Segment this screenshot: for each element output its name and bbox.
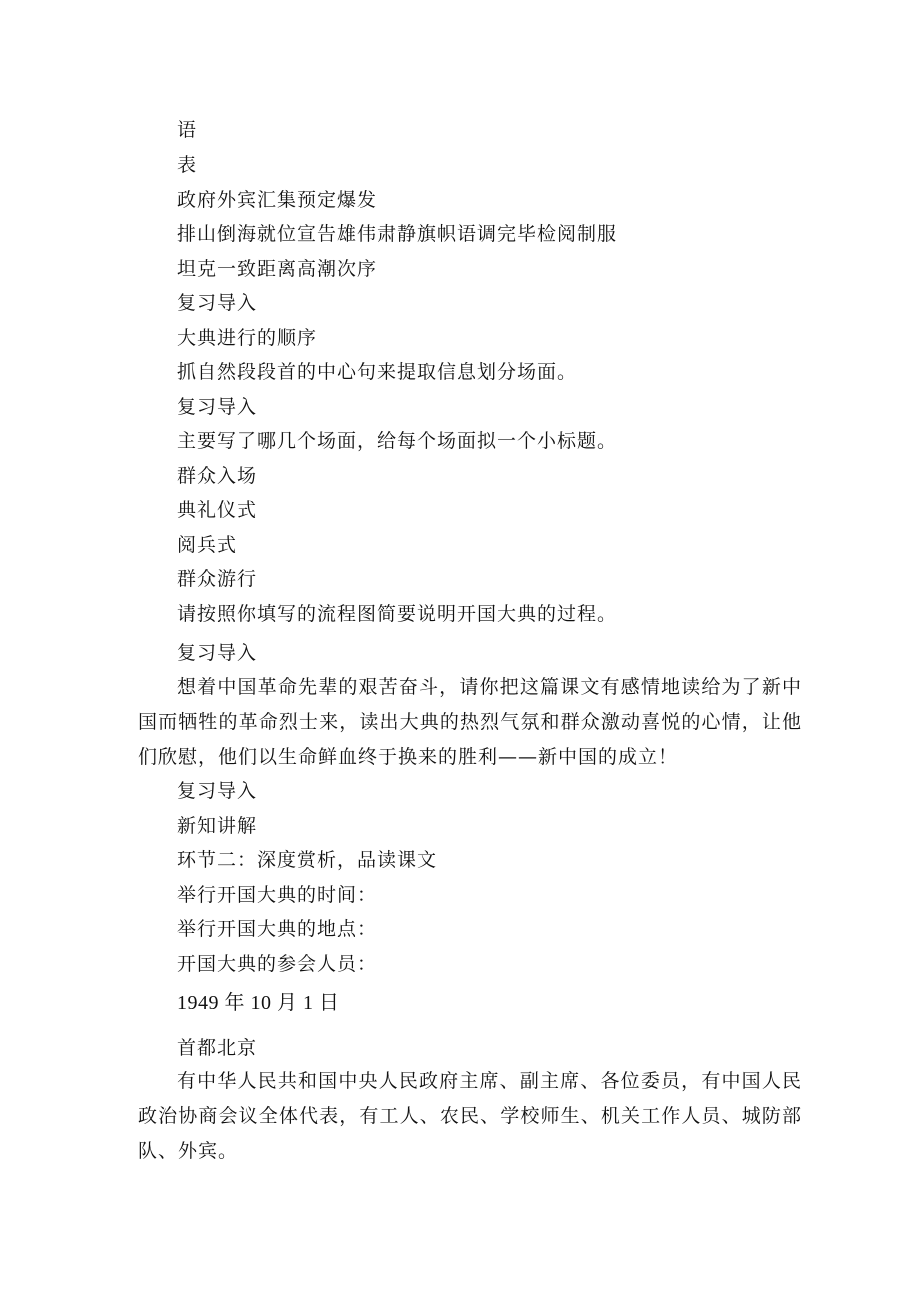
section-heading: 复习导入 (177, 780, 258, 802)
section-heading: 新知讲解 (177, 815, 258, 837)
question-line: 举行开国大典的时间： (177, 884, 378, 906)
text-line: 语 (177, 119, 198, 141)
section-heading: 环节二：深度赏析，品读课文 (177, 849, 438, 871)
text-line: 大典进行的顺序 (177, 327, 318, 349)
vocabulary-line: 坦克一致距离高潮次序 (177, 258, 378, 280)
text-line: 表 (177, 154, 198, 176)
section-heading: 复习导入 (177, 396, 258, 418)
answer-location: 首都北京 (177, 1037, 258, 1059)
scene-item: 典礼仪式 (177, 499, 258, 521)
section-heading: 复习导入 (177, 642, 258, 664)
question-line: 请按照你填写的流程图简要说明开国大典的过程。 (177, 603, 618, 625)
answer-date: 1949 年 10 月 1 日 (177, 992, 340, 1014)
scene-item: 群众入场 (177, 465, 258, 487)
question-line: 开国大典的参会人员： (177, 953, 378, 975)
answer-attendees: 有中华人民共和国中央人民政府主席、副主席、各位委员，有中国人民政治协商会议全体代表，有工人、农民、学校师生、机关工作人员、城防部队、外宾。 (138, 1070, 802, 1162)
vocabulary-line: 排山倒海就位宣告雄伟肃静旗帜语调完毕检阅制服 (177, 223, 618, 245)
vocabulary-line: 政府外宾汇集预定爆发 (177, 189, 378, 211)
scene-item: 群众游行 (177, 568, 258, 590)
text-line: 抓自然段段首的中心句来提取信息划分场面。 (177, 361, 578, 383)
section-heading: 复习导入 (177, 292, 258, 314)
question-line: 主要写了哪几个场面，给每个场面拟一个小标题。 (177, 430, 618, 452)
reading-paragraph: 想着中国革命先辈的艰苦奋斗，请你把这篇课文有感情地读给为了新中国而牺牲的革命烈士来，读出大典的热烈气氛和群众激动喜悦的心情，让他们欣慰，他们以生命鲜血终于换来的胜利——新中国的成立！ (138, 676, 802, 768)
question-line: 举行开国大典的地点： (177, 918, 378, 940)
scene-item: 阅兵式 (177, 534, 238, 556)
